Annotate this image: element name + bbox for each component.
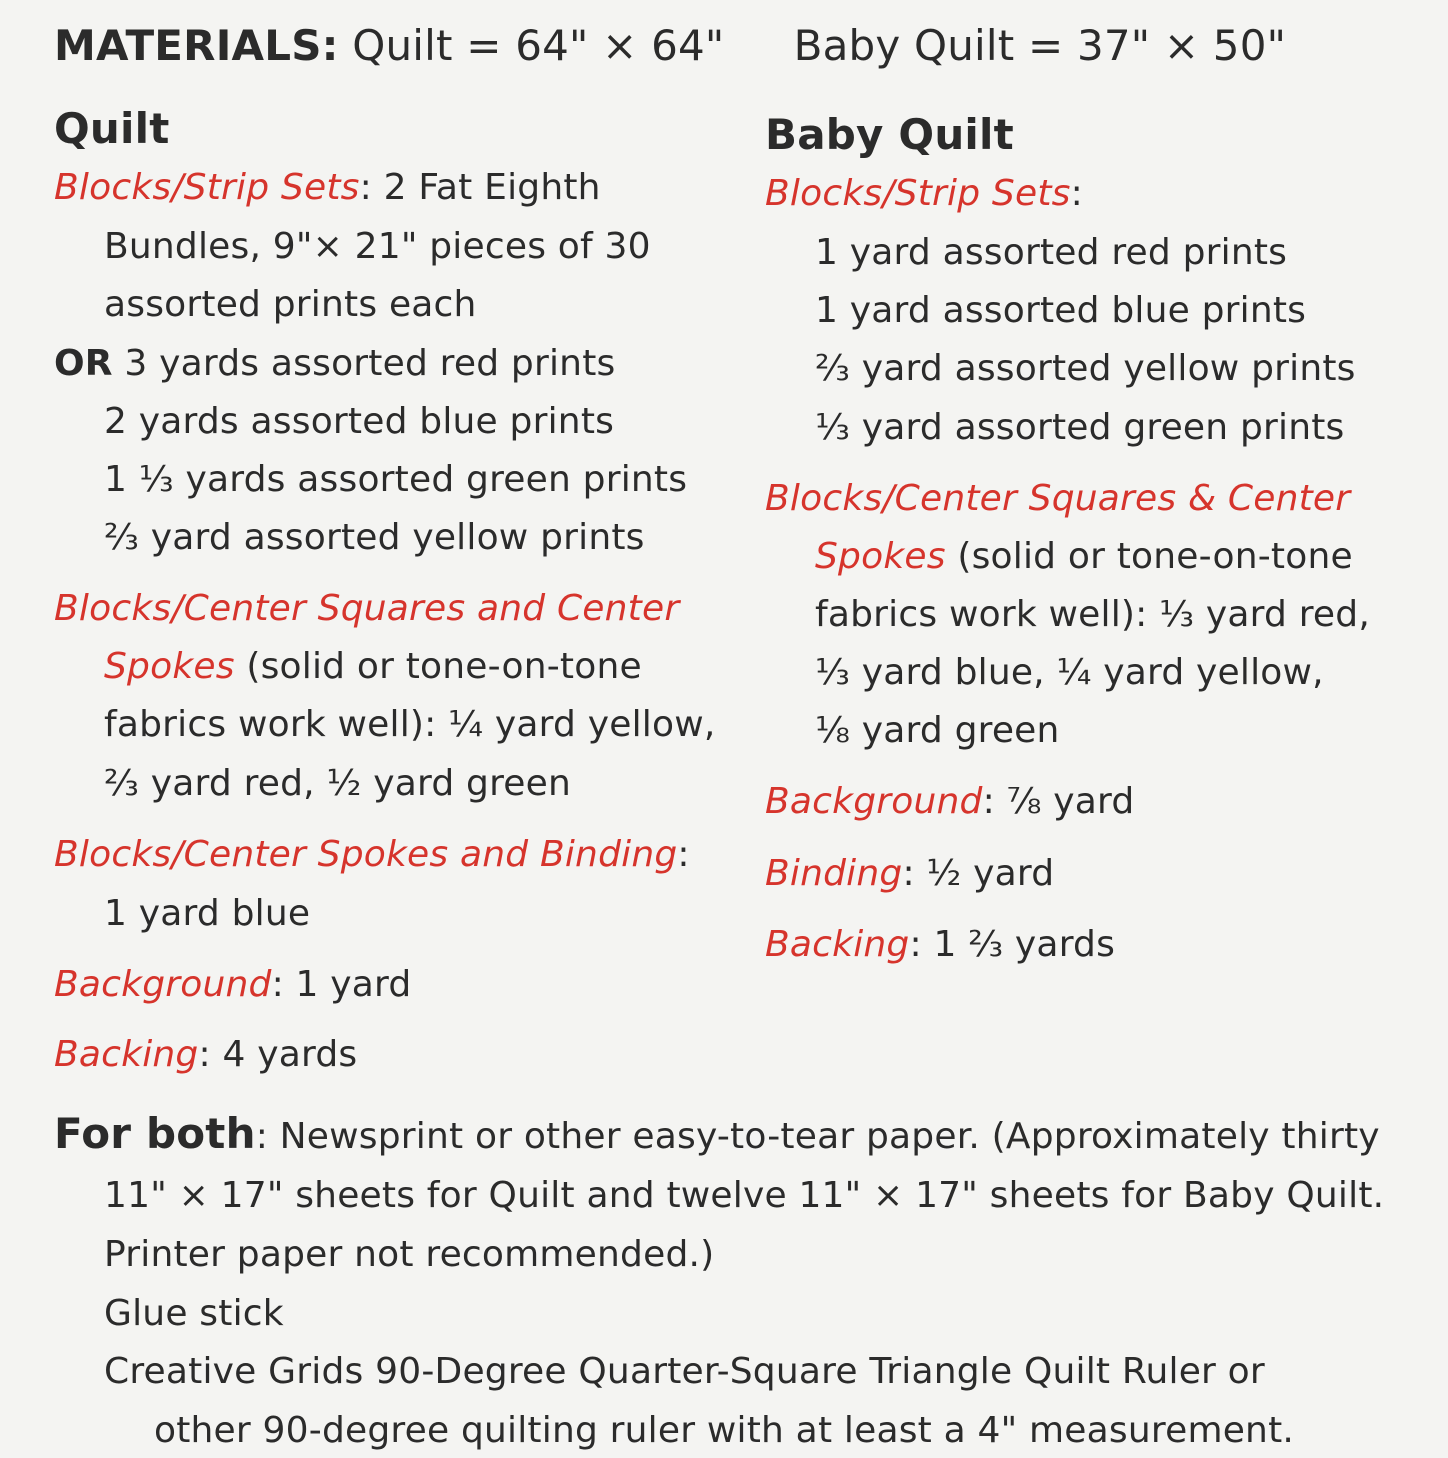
baby-strip-sets <box>765 172 1083 216</box>
quilt-alt-line-green: 1 ⅓ yards assorted green prints <box>104 459 688 500</box>
quilt-strip-sets <box>54 166 601 210</box>
for-both-line-1 <box>54 1109 1380 1159</box>
baby-backing-label: Backing <box>765 924 910 965</box>
baby-backing <box>765 923 1115 967</box>
baby-strip-line-yellow: ⅔ yard assorted yellow prints <box>815 348 1356 389</box>
quilt-size: Quilt = 64" × 64" <box>352 21 725 70</box>
baby-center-label-2: Spokes <box>815 536 946 577</box>
for-both-line-4: Glue stick <box>104 1293 284 1334</box>
quilt-backing-text: : 4 yards <box>198 1034 358 1075</box>
quilt-center-label-1: Blocks/Center Squares and Center <box>54 588 680 629</box>
for-both-label: For both <box>54 1109 256 1158</box>
baby-binding <box>765 852 1054 896</box>
quilt-heading: Quilt <box>54 104 170 153</box>
baby-center-label-1: Blocks/Center Squares & Center <box>765 478 1351 519</box>
for-both-text: : Newsprint or other easy-to-tear paper. (Approximately thirty <box>255 1116 1380 1157</box>
baby-background-text: : ⅞ yard <box>982 781 1135 822</box>
baby-quilt-heading: Baby Quilt <box>765 110 1014 159</box>
quilt-strip-line-2: Bundles, 9"× 21" pieces of 30 <box>104 226 651 267</box>
baby-center-line-2: fabrics work well): ⅓ yard red, <box>815 594 1370 635</box>
quilt-center-line-3: ⅔ yard red, ½ yard green <box>104 763 571 804</box>
quilt-backing <box>54 1033 357 1077</box>
quilt-center-text-1: (solid or tone-on-tone <box>234 646 642 687</box>
baby-strip-sets-label: Blocks/Strip Sets <box>765 173 1071 214</box>
quilt-background <box>54 963 411 1007</box>
baby-quilt-size: Baby Quilt = 37" × 50" <box>793 21 1287 70</box>
quilt-strip-sets-label: Blocks/Strip Sets <box>54 167 360 208</box>
quilt-spokes-binding <box>54 833 690 877</box>
quilt-or-line <box>54 342 615 386</box>
baby-strip-line-blue: 1 yard assorted blue prints <box>815 290 1307 331</box>
baby-background <box>765 780 1134 824</box>
quilt-or-label: OR <box>54 343 113 384</box>
for-both-line-3: Printer paper not recommended.) <box>104 1234 715 1275</box>
materials-label: MATERIALS: <box>54 21 339 70</box>
quilt-spokes-line: 1 yard blue <box>104 893 311 934</box>
quilt-backing-label: Backing <box>54 1034 199 1075</box>
baby-center-text-1: (solid or tone-on-tone <box>945 536 1353 577</box>
quilt-spokes-label: Blocks/Center Spokes and Binding <box>54 834 678 875</box>
quilt-alt-line-yellow: ⅔ yard assorted yellow prints <box>104 517 645 558</box>
for-both-line-2: 11" × 17" sheets for Quilt and twelve 11" × 17" sheets for Baby Quilt. <box>104 1175 1385 1216</box>
baby-strip-sets-colon: : <box>1070 173 1083 214</box>
for-both-line-5: Creative Grids 90-Degree Quarter-Square Triangle Quilt Ruler or <box>104 1351 1265 1392</box>
quilt-or-text: 3 yards assorted red prints <box>112 343 616 384</box>
baby-binding-label: Binding <box>765 853 903 894</box>
quilt-background-text: : 1 yard <box>271 964 412 1005</box>
quilt-background-label: Background <box>54 964 272 1005</box>
quilt-center-label-2: Spokes <box>104 646 235 687</box>
baby-center-line-1 <box>815 535 1353 579</box>
quilt-center-line-2: fabrics work well): ¼ yard yellow, <box>104 704 716 745</box>
baby-background-label: Background <box>765 781 983 822</box>
quilt-strip-line-3: assorted prints each <box>104 284 477 325</box>
for-both-line-6: other 90-degree quilting ruler with at least a 4" measurement. <box>154 1410 1295 1451</box>
baby-backing-text: : 1 ⅔ yards <box>909 924 1116 965</box>
quilt-alt-line-blue: 2 yards assorted blue prints <box>104 401 615 442</box>
baby-strip-line-green: ⅓ yard assorted green prints <box>815 407 1345 448</box>
quilt-strip-sets-text: : 2 Fat Eighth <box>359 167 601 208</box>
quilt-spokes-colon: : <box>677 834 690 875</box>
quilt-center-line-1 <box>104 645 642 689</box>
baby-strip-line-red: 1 yard assorted red prints <box>815 232 1288 273</box>
baby-binding-text: : ½ yard <box>902 853 1055 894</box>
baby-center-line-3: ⅓ yard blue, ¼ yard yellow, <box>815 652 1324 693</box>
baby-center-line-4: ⅛ yard green <box>815 710 1060 751</box>
materials-header <box>54 20 1286 72</box>
